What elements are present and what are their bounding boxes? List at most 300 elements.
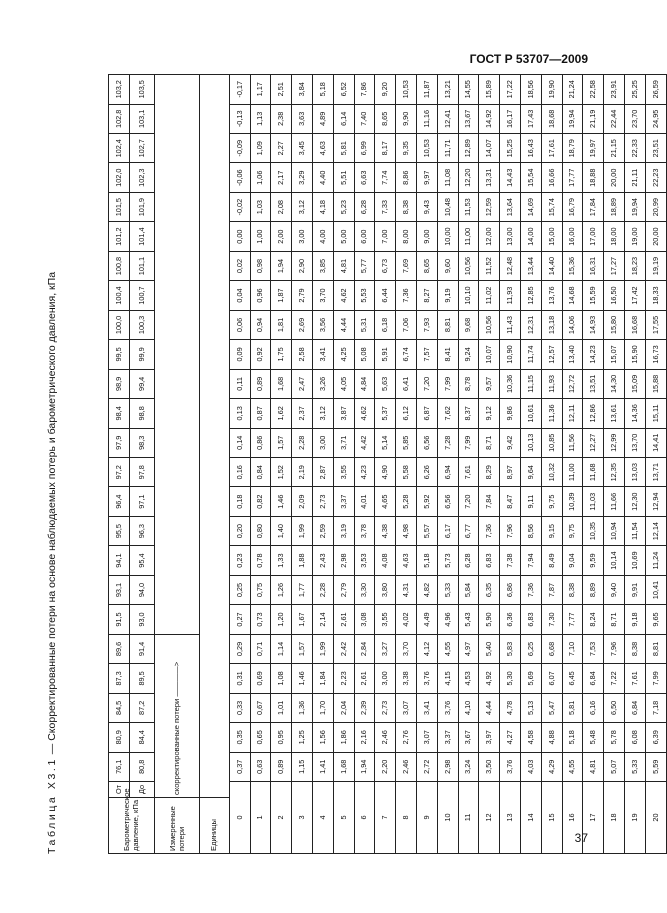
corrected-loss-cell: 2,73	[312, 487, 333, 516]
corrected-loss-cell: 6,16	[583, 693, 604, 722]
corrected-loss-cell: 1,26	[271, 575, 292, 604]
corrected-loss-cell: 22,58	[583, 75, 604, 105]
corrected-loss-cell: 7,28	[437, 428, 458, 457]
corrected-loss-cell: 6,99	[354, 134, 375, 163]
corrected-loss-cell: 2,23	[333, 664, 354, 693]
corrected-loss-cell: 11,16	[416, 104, 437, 133]
corrected-loss-cell: 12,41	[437, 104, 458, 133]
baro-to-cell: 96,3	[129, 516, 154, 545]
corrected-loss-cell: 0,23	[229, 546, 250, 575]
corrected-loss-cell: 4,78	[500, 693, 521, 722]
corrected-loss-cell: 12,59	[479, 192, 500, 221]
baro-to-cell: 101,9	[129, 192, 154, 221]
corrected-loss-cell: 0,78	[250, 546, 271, 575]
corrected-loss-cell: 11,74	[520, 340, 541, 369]
corrected-loss-cell: 21,15	[604, 134, 625, 163]
corrected-loss-cell: 1,68	[333, 752, 354, 781]
corrected-loss-cell: 7,38	[500, 546, 521, 575]
corrected-loss-cell: 4,23	[354, 458, 375, 487]
corrected-loss-cell: 9,90	[396, 104, 417, 133]
corrected-loss-cell: 4,05	[333, 369, 354, 398]
corrected-loss-cell: 23,51	[645, 134, 666, 163]
corrected-loss-cell: 11,36	[541, 399, 562, 428]
corrected-loss-cell: 2,72	[416, 752, 437, 781]
corrected-loss-cell: 26,59	[645, 75, 666, 105]
corrected-loss-cell: 0,29	[229, 634, 250, 663]
corrected-loss-cell: 17,00	[583, 222, 604, 251]
corrected-loss-cell: 1,00	[250, 222, 271, 251]
corrected-loss-cell: 3,45	[292, 134, 313, 163]
corrected-loss-cell: 5,18	[562, 723, 583, 752]
table-row	[333, 75, 354, 854]
document-header: ГОСТ Р 53707—2009	[469, 52, 588, 66]
corrected-loss-cell: 13,00	[500, 222, 521, 251]
corrected-loss-cell: 2,61	[354, 664, 375, 693]
corrected-loss-cell: 8,89	[583, 575, 604, 604]
corrected-loss-cell: 11,00	[458, 222, 479, 251]
corrected-loss-cell: 2,42	[333, 634, 354, 663]
corrected-loss-cell: 4,49	[416, 605, 437, 634]
corrected-loss-cell: 15,09	[624, 369, 645, 398]
corrected-loss-cell: 18,89	[604, 192, 625, 221]
corrected-loss-cell: 14,68	[562, 281, 583, 310]
corrected-loss-cell: 12,00	[479, 222, 500, 251]
corrected-loss-cell: 0,27	[229, 605, 250, 634]
corrected-loss-cell: 4,63	[396, 546, 417, 575]
corrected-loss-cell: 7,10	[562, 634, 583, 663]
corrected-loss-cell: 2,73	[375, 693, 396, 722]
corrected-loss-cell: 8,81	[645, 634, 666, 663]
baro-from-cell: 84,5	[109, 693, 130, 722]
corrected-loss-cell: 7,87	[541, 575, 562, 604]
corrected-loss-cell: 8,47	[500, 487, 521, 516]
corrected-loss-cell: 1,99	[312, 634, 333, 663]
corrected-loss-cell: 5,57	[416, 516, 437, 545]
corrected-loss-cell: 5,85	[396, 428, 417, 457]
measured-loss-cell: 14	[520, 782, 541, 854]
baro-from-cell: 98,9	[109, 369, 130, 398]
corrected-loss-cell: 12,48	[500, 251, 521, 280]
corrected-loss-cell: 6,56	[437, 487, 458, 516]
baro-from-cell: 101,2	[109, 222, 130, 251]
corrected-loss-cell: 1,62	[271, 399, 292, 428]
corrected-loss-cell: 2,46	[375, 723, 396, 752]
measured-loss-cell: 1	[250, 782, 271, 854]
corrected-loss-cell: 2,76	[396, 723, 417, 752]
corrected-loss-cell: 6,45	[562, 664, 583, 693]
corrected-loss-cell: 3,50	[479, 752, 500, 781]
corrected-loss-cell: 0,75	[250, 575, 271, 604]
corrected-loss-cell: 6,94	[437, 458, 458, 487]
corrected-loss-cell: 5,48	[583, 723, 604, 752]
corrected-loss-cell: 4,96	[437, 605, 458, 634]
table-row	[604, 75, 625, 854]
measured-loss-cell: 5	[333, 782, 354, 854]
corrected-loss-cell: 2,79	[292, 281, 313, 310]
corrected-loss-cell: 5,81	[562, 693, 583, 722]
corrected-loss-cell: 14,23	[583, 340, 604, 369]
corrected-loss-cell: 14,40	[541, 251, 562, 280]
corrected-loss-cell: 3,76	[500, 752, 521, 781]
baro-from-cell: 76,1	[109, 752, 130, 781]
table-caption-label: Таблица Х3.1	[46, 757, 58, 854]
corrected-loss-cell: 4,89	[312, 104, 333, 133]
corrected-loss-cell: 5,53	[354, 281, 375, 310]
corrected-loss-cell: 9,04	[562, 546, 583, 575]
corrected-loss-cell: 20,00	[604, 163, 625, 192]
corrected-loss-cell: 1,87	[271, 281, 292, 310]
corrected-loss-cell: 25,25	[624, 75, 645, 105]
corrected-loss-cell: 5,18	[416, 546, 437, 575]
corrected-loss-cell: 8,65	[375, 104, 396, 133]
table-row	[396, 75, 417, 854]
corrected-loss-cell: 1,06	[250, 163, 271, 192]
table-row	[292, 75, 313, 854]
corrected-loss-cell: 9,24	[458, 340, 479, 369]
table-row	[458, 75, 479, 854]
corrected-loss-cell: 13,21	[437, 75, 458, 105]
corrected-loss-cell: 5,30	[500, 664, 521, 693]
table-caption	[46, 74, 58, 854]
corrected-loss-cell: 5,90	[479, 605, 500, 634]
corrected-loss-cell: 17,77	[562, 163, 583, 192]
corrected-loss-cell: 1,25	[292, 723, 313, 752]
corrected-loss-cell: 4,03	[520, 752, 541, 781]
corrected-loss-cell: 5,83	[500, 634, 521, 663]
corrected-loss-cell: 6,39	[645, 723, 666, 752]
corrected-label-spacer	[154, 75, 199, 635]
baro-from-cell: 103,2	[109, 75, 130, 105]
corrected-loss-cell: 9,91	[624, 575, 645, 604]
corrected-loss-cell: 1,01	[271, 693, 292, 722]
corrected-loss-cell: 0,02	[229, 251, 250, 280]
corrected-loss-cell: 16,50	[604, 281, 625, 310]
corrected-loss-cell: 8,37	[458, 399, 479, 428]
corrected-loss-cell: 1,94	[354, 752, 375, 781]
baro-to-cell: 94,0	[129, 575, 154, 604]
corrected-loss-cell: 1,67	[292, 605, 313, 634]
corrected-loss-cell: 2,28	[292, 428, 313, 457]
corrected-loss-cell: 14,93	[583, 310, 604, 339]
corrected-loss-cell: 4,55	[562, 752, 583, 781]
corrected-loss-cell: 1,86	[333, 723, 354, 752]
corrected-loss-cell: 13,71	[645, 458, 666, 487]
corrected-loss-cell: 18,68	[541, 104, 562, 133]
corrected-loss-cell: 1,99	[292, 516, 313, 545]
corrected-loss-cell: 10,39	[562, 487, 583, 516]
baro-from-cell: 98,4	[109, 399, 130, 428]
corrected-loss-cell: 1,08	[271, 664, 292, 693]
baro-from-cell: 89,6	[109, 634, 130, 663]
corrected-loss-cell: 4,55	[437, 634, 458, 663]
baro-to-cell: 102,7	[129, 134, 154, 163]
corrected-loss-cell: 5,08	[354, 340, 375, 369]
corrected-loss-cell: 3,00	[292, 222, 313, 251]
corrected-loss-cell: 3,55	[333, 458, 354, 487]
measured-loss-cell: 19	[624, 782, 645, 854]
baro-to-cell: 99,4	[129, 369, 154, 398]
corrected-loss-cell: 7,69	[396, 251, 417, 280]
corrected-loss-cell: 8,71	[604, 605, 625, 634]
baro-from-cell: 102,8	[109, 104, 130, 133]
corrected-loss-cell: 8,97	[500, 458, 521, 487]
baro-to-cell: 98,8	[129, 399, 154, 428]
corrected-loss-cell: 9,68	[458, 310, 479, 339]
corrected-loss-cell: 2,59	[312, 516, 333, 545]
corrected-loss-cell: 15,89	[479, 75, 500, 105]
corrected-loss-cell: 0,98	[250, 251, 271, 280]
corrected-loss-cell: 18,33	[645, 281, 666, 310]
corrected-loss-cell: 18,23	[624, 251, 645, 280]
baro-to-cell: 99,9	[129, 340, 154, 369]
corrected-loss-cell: 0,04	[229, 281, 250, 310]
corrected-loss-cell: 0,16	[229, 458, 250, 487]
corrected-loss-cell: 0,82	[250, 487, 271, 516]
corrected-loss-cell: 16,17	[500, 104, 521, 133]
corrected-loss-cell: 3,70	[396, 634, 417, 663]
corrected-loss-cell: 5,51	[333, 163, 354, 192]
corrected-loss-cell: 7,33	[375, 192, 396, 221]
corrected-loss-cell: 10,35	[583, 516, 604, 545]
measured-loss-cell: 0	[229, 782, 250, 854]
corrected-loss-cell: 8,65	[416, 251, 437, 280]
corrected-loss-cell: 7,94	[520, 546, 541, 575]
corrected-loss-cell: 10,56	[479, 310, 500, 339]
corrected-loss-cell: 6,08	[624, 723, 645, 752]
corrected-loss-cell: 6,12	[396, 399, 417, 428]
corrected-loss-cell: 17,43	[520, 104, 541, 133]
corrected-loss-cell: 9,15	[541, 516, 562, 545]
corrected-loss-cell: 6,68	[541, 634, 562, 663]
corrected-loss-cell: 12,35	[604, 458, 625, 487]
corrected-loss-cell: 8,41	[437, 340, 458, 369]
corrected-loss-cell: 2,90	[292, 251, 313, 280]
corrected-loss-cell: 17,22	[500, 75, 521, 105]
corrected-loss-cell: 15,25	[500, 134, 521, 163]
corrected-loss-cell: 3,67	[458, 723, 479, 752]
corrected-loss-cell: 20,99	[645, 192, 666, 221]
corrected-loss-cell: 15,80	[604, 310, 625, 339]
header-row-from	[109, 75, 130, 854]
corrected-loss-cell: 16,31	[583, 251, 604, 280]
corrected-loss-cell: 20,00	[645, 222, 666, 251]
corrected-loss-cell: 10,10	[458, 281, 479, 310]
table-row	[312, 75, 333, 854]
corrected-loss-cell: 0,18	[229, 487, 250, 516]
corrected-loss-cell: 10,00	[437, 222, 458, 251]
corrected-loss-cell: 7,61	[458, 458, 479, 487]
corrected-loss-cell: 4,00	[312, 222, 333, 251]
corrected-loss-cell: 9,40	[604, 575, 625, 604]
corrected-loss-cell: 5,43	[458, 605, 479, 634]
corrected-loss-cell: 7,61	[624, 664, 645, 693]
corrected-loss-cell: 0,25	[229, 575, 250, 604]
corrected-loss-cell: 10,36	[500, 369, 521, 398]
corrected-loss-cell: 11,00	[562, 458, 583, 487]
corrected-loss-cell: 1,13	[250, 104, 271, 133]
corrected-loss-cell: 7,99	[645, 664, 666, 693]
corrected-loss-cell: 11,24	[645, 546, 666, 575]
corrected-loss-cell: 10,07	[479, 340, 500, 369]
corrected-loss-cell: 3,24	[458, 752, 479, 781]
corrected-loss-cell: 6,35	[479, 575, 500, 604]
corrected-loss-cell: 12,27	[583, 428, 604, 457]
corrected-loss-cell: 15,36	[562, 251, 583, 280]
corrected-loss-cell: 0,31	[229, 664, 250, 693]
corrected-loss-cell: 9,42	[500, 428, 521, 457]
corrected-loss-cell: 4,27	[500, 723, 521, 752]
corrected-loss-cell: 8,38	[624, 634, 645, 663]
measured-loss-cell: 18	[604, 782, 625, 854]
corrected-loss-cell: 12,20	[458, 163, 479, 192]
corrected-loss-cell: 19,97	[583, 134, 604, 163]
corrected-loss-cell: 12,89	[458, 134, 479, 163]
corrected-loss-cell: 5,18	[312, 75, 333, 105]
corrected-loss-cell: 8,86	[396, 163, 417, 192]
corrected-loss-cell: 18,88	[583, 163, 604, 192]
corrected-loss-cell: 12,57	[541, 340, 562, 369]
corrected-loss-cell: 5,91	[375, 340, 396, 369]
corrected-loss-cell: 17,27	[604, 251, 625, 280]
table-row	[354, 75, 375, 854]
corrected-loss-cell: 13,44	[520, 251, 541, 280]
corrected-loss-cell: 9,12	[479, 399, 500, 428]
corrected-loss-cell: 1,15	[292, 752, 313, 781]
corrected-loss-cell: 14,92	[479, 104, 500, 133]
corrected-loss-cell: 2,46	[396, 752, 417, 781]
corrected-loss-cell: 12,31	[520, 310, 541, 339]
corrected-loss-cell: 7,74	[375, 163, 396, 192]
corrected-loss-cell: 0,67	[250, 693, 271, 722]
baro-from-cell: 95,5	[109, 516, 130, 545]
corrected-loss-cell: 19,00	[624, 222, 645, 251]
corrected-loss-cell: 3,76	[416, 664, 437, 693]
corrected-loss-cell: 6,14	[333, 104, 354, 133]
corrected-loss-cell: 0,86	[250, 428, 271, 457]
corrected-loss-cell: 0,06	[229, 310, 250, 339]
corrected-loss-cell: 17,42	[624, 281, 645, 310]
corrected-loss-cell: 4,98	[396, 516, 417, 545]
corrected-loss-cell: 10,48	[437, 192, 458, 221]
table-row	[500, 75, 521, 854]
corrected-loss-cell: 8,00	[396, 222, 417, 251]
corrected-loss-cell: 0,14	[229, 428, 250, 457]
corrected-loss-cell: 5,78	[604, 723, 625, 752]
corrected-loss-cell: 3,12	[292, 192, 313, 221]
measured-loss-cell: 13	[500, 782, 521, 854]
corrected-loss-cell: 7,22	[604, 664, 625, 693]
corrected-loss-cell: 4,90	[375, 458, 396, 487]
corrected-loss-cell: 4,02	[396, 605, 417, 634]
corrected-loss-cell: 9,35	[396, 134, 417, 163]
baro-from-cell: 94,1	[109, 546, 130, 575]
corrected-loss-cell: 5,31	[354, 310, 375, 339]
corrected-loss-cell: 5,77	[354, 251, 375, 280]
corrected-loss-cell: 5,73	[437, 546, 458, 575]
corrected-loss-cell: 1,40	[271, 516, 292, 545]
corrected-loss-cell: 15,59	[583, 281, 604, 310]
corrected-loss-cell: 4,12	[416, 634, 437, 663]
corrected-loss-cell: 0,87	[250, 399, 271, 428]
corrected-loss-cell: 14,06	[562, 310, 583, 339]
table-row	[479, 75, 500, 854]
corrected-loss-cell: 2,39	[354, 693, 375, 722]
baro-to-cell: 101,1	[129, 251, 154, 280]
corrected-loss-cell: 3,38	[396, 664, 417, 693]
corrected-loss-cell: 10,53	[416, 134, 437, 163]
corrected-loss-cell: 11,03	[583, 487, 604, 516]
corrected-loss-cell: 14,07	[479, 134, 500, 163]
measured-loss-cell: 12	[479, 782, 500, 854]
corrected-loss-cell: 6,07	[541, 664, 562, 693]
corrected-loss-cell: 0,13	[229, 399, 250, 428]
corrected-loss-cell: 0,71	[250, 634, 271, 663]
corrected-loss-cell: 11,52	[479, 251, 500, 280]
corrected-loss-cell: 6,44	[375, 281, 396, 310]
corrected-loss-cell: 0,11	[229, 369, 250, 398]
baro-to-cell: 91,4	[129, 634, 154, 663]
units-label: Единицы	[199, 798, 229, 854]
corrected-loss-cell: 14,00	[520, 222, 541, 251]
corrected-loss-cell: 6,86	[500, 575, 521, 604]
corrected-loss-cell: 3,41	[416, 693, 437, 722]
corrected-loss-cell: 6,56	[416, 428, 437, 457]
corrected-loss-cell: 14,43	[500, 163, 521, 192]
corrected-loss-cell: 7,40	[354, 104, 375, 133]
corrected-loss-cell: 1,09	[250, 134, 271, 163]
corrected-loss-cell: 3,87	[333, 399, 354, 428]
corrected-loss-cell: 4,40	[312, 163, 333, 192]
corrected-loss-cell: 5,40	[479, 634, 500, 663]
corrected-loss-cell: 2,51	[271, 75, 292, 105]
corrected-loss-cell: 8,78	[458, 369, 479, 398]
corrected-loss-cell: 9,75	[541, 487, 562, 516]
corrected-loss-table	[108, 74, 667, 854]
corrected-loss-cell: 4,62	[333, 281, 354, 310]
baro-from-cell: 102,4	[109, 134, 130, 163]
corrected-loss-cell: 1,77	[292, 575, 313, 604]
corrected-loss-cell: 8,29	[479, 458, 500, 487]
corrected-loss-cell: 23,70	[624, 104, 645, 133]
corrected-loss-cell: 5,37	[375, 399, 396, 428]
corrected-loss-cell: 2,00	[271, 222, 292, 251]
corrected-loss-cell: 12,11	[562, 399, 583, 428]
corrected-loss-cell: 8,38	[396, 192, 417, 221]
corrected-loss-cell: 10,69	[624, 546, 645, 575]
corrected-loss-cell: 7,06	[396, 310, 417, 339]
corrected-loss-cell: 1,84	[312, 664, 333, 693]
corrected-loss-cell: 2,09	[292, 487, 313, 516]
corrected-loss-cell: 7,77	[562, 605, 583, 634]
corrected-loss-cell: 12,14	[645, 516, 666, 545]
corrected-loss-cell: 6,63	[354, 163, 375, 192]
corrected-loss-cell: 14,69	[520, 192, 541, 221]
corrected-loss-cell: 15,00	[541, 222, 562, 251]
table-row	[645, 75, 666, 854]
corrected-loss-cell: 15,54	[520, 163, 541, 192]
corrected-loss-cell: 1,33	[271, 546, 292, 575]
corrected-loss-cell: 3,85	[312, 251, 333, 280]
corrected-loss-cell: 7,93	[416, 310, 437, 339]
corrected-loss-cell: 14,30	[604, 369, 625, 398]
corrected-loss-cell: 0,69	[250, 664, 271, 693]
corrected-loss-cell: 11,02	[479, 281, 500, 310]
corrected-loss-cell: 7,53	[583, 634, 604, 663]
corrected-loss-cell: 18,00	[604, 222, 625, 251]
header-row-units	[199, 75, 229, 854]
corrected-loss-cell: 19,94	[562, 104, 583, 133]
corrected-loss-cell: 3,76	[437, 693, 458, 722]
